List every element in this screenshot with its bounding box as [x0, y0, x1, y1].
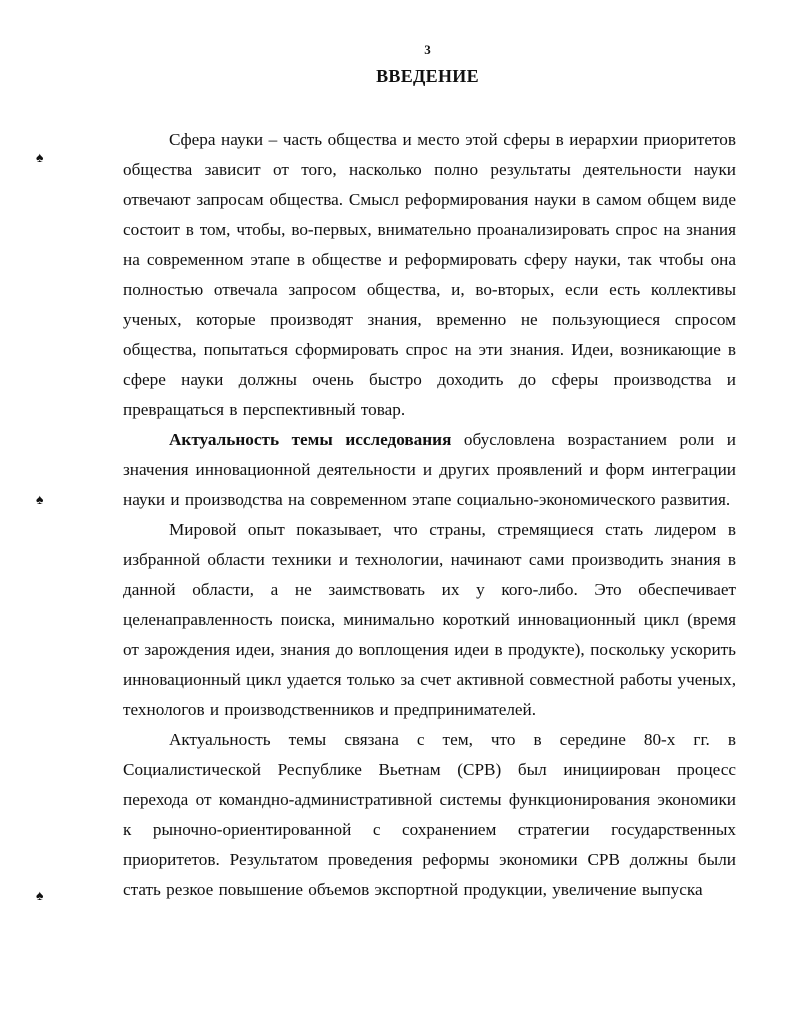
- paragraph-4: [123, 725, 736, 905]
- paragraph-1: [123, 125, 736, 425]
- margin-mark-icon: ♠: [36, 151, 44, 166]
- paragraph-text: обусловлена возрастанием роли и значения инновационной деятельности и других проявлений и форм интеграции науки и производства на современном этапе социально-экономического развития.: [123, 430, 736, 509]
- paragraph-text: Сфера науки – часть общества и место этой сферы в иерархии приоритетов общества зависит от того, насколько полно результаты деятельности науки отвечают запросам общества. Смысл реформирования науки в самом общем виде состоит в том, чтобы, во-первых, внимательно проанализировать спрос на знания на современном этапе в обществе и реформировать сферу науки, так чтобы она полностью отвечала запросом общества, и, во-вторых, если есть коллективы ученых, которые производят знания, временно не пользующиеся спросом общества, попытаться сформировать спрос на эти знания. Идеи, возникающие в сфере науки должны очень быстро доходить до сферы производства и превращаться в перспективный товар.: [123, 130, 736, 419]
- paragraph-lead: Актуальность темы исследования: [169, 430, 452, 449]
- page-number: 3: [424, 42, 431, 57]
- page-title: ВВЕДЕНИЕ: [376, 66, 479, 86]
- paragraph-3: [123, 515, 736, 725]
- paragraph-text: Актуальность темы связана с тем, что в середине 80-х гг. в Социалистической Республике Вьетнам (СРВ) был инициирован процесс перехода от командно-административной системы функционирования экономики к рыночно-ориентированной с сохранением стратегии государственных приоритетов. Результатом проведения реформы экономики СРВ должны были стать резкое повышение объемов экспортной продукции, увеличение выпуска: [123, 730, 736, 899]
- margin-mark-icon: ♠: [36, 493, 44, 508]
- paragraph-2: [123, 425, 736, 515]
- paragraph-text: Мировой опыт показывает, что страны, стремящиеся стать лидером в избранной области техники и технологии, начинают сами производить знания в данной области, а не заимствовать их у кого-либо. Это обеспечивает целенаправленность поиска, минимально короткий инновационный цикл (время от зарождения идеи, знания до воплощения идеи в продукте), поскольку ускорить инновационный цикл удается только за счет активной совместной работы ученых, технологов и производственников и предпринимателей.: [123, 520, 736, 719]
- body-text: [123, 125, 736, 905]
- margin-mark-icon: ♠: [36, 889, 44, 904]
